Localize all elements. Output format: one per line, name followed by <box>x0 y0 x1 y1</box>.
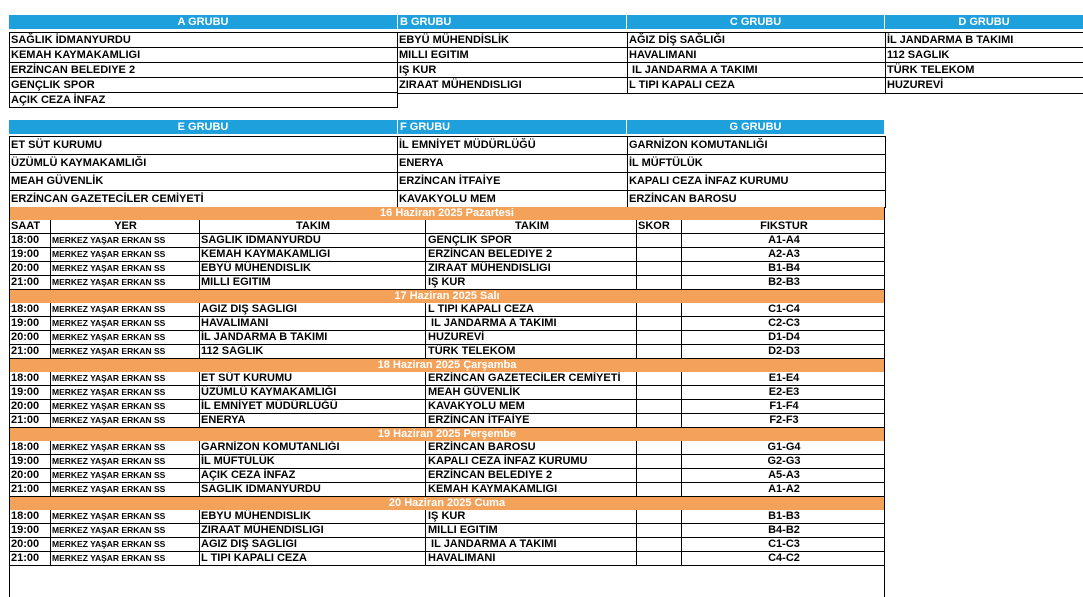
match-score <box>636 303 681 317</box>
away-team: IL JANDARMA A TAKIMI <box>425 317 636 331</box>
match-venue: MERKEZ YAŞAR ERKAN SS <box>50 455 199 469</box>
match-row <box>10 483 884 497</box>
match-row <box>10 234 884 248</box>
group-d-team: İL JANDARMA B TAKIMI <box>886 33 1083 48</box>
group-c-team: HAVALIMANI <box>628 48 885 63</box>
group-a-header: A GRUBU <box>9 15 397 29</box>
match-score <box>636 234 681 248</box>
group-f-team: İL EMNİYET MÜDÜRLÜĞÜ <box>398 137 627 155</box>
match-score <box>636 331 681 345</box>
fixture-code: B4-B2 <box>681 524 886 538</box>
group-e-team: ÜZÜMLÜ KAYMAKAMLIĞI <box>10 155 397 173</box>
schedule-column-header <box>10 220 884 234</box>
home-team: ZIRAAT MÜHENDISLIGI <box>199 524 425 538</box>
match-row <box>10 317 884 331</box>
match-score <box>636 552 681 566</box>
takim-header: TAKIM <box>199 220 425 234</box>
match-venue: MERKEZ YAŞAR ERKAN SS <box>50 303 199 317</box>
away-team: HUZUREVİ <box>425 331 636 345</box>
fixture-code: E2-E3 <box>681 386 886 400</box>
takim-header: TAKIM <box>425 220 636 234</box>
away-team: HAVALIMANI <box>425 552 636 566</box>
group-f-team: ERZİNCAN İTFAİYE <box>398 173 627 191</box>
fixture-code: D2-D3 <box>681 345 886 359</box>
match-time: 19:00 <box>11 248 40 260</box>
group-c-team: IL JANDARMA A TAKIMI <box>628 63 885 78</box>
home-team: ET SÜT KURUMU <box>199 372 425 386</box>
away-team: L TIPI KAPALI CEZA <box>425 303 636 317</box>
match-venue: MERKEZ YAŞAR ERKAN SS <box>50 510 199 524</box>
day-header: 16 Haziran 2025 Pazartesi <box>10 207 884 220</box>
away-team: ERZİNCAN BELEDIYE 2 <box>425 248 636 262</box>
fixture-code: B1-B3 <box>681 510 886 524</box>
group-a-team: SAĞLIK İDMANYURDU <box>10 33 397 48</box>
match-time: 19:00 <box>11 386 40 398</box>
fixture-code: A5-A3 <box>681 469 886 483</box>
match-row <box>10 345 884 359</box>
match-time: 18:00 <box>11 441 40 453</box>
match-row <box>10 276 884 290</box>
match-row <box>10 510 884 524</box>
match-venue: MERKEZ YAŞAR ERKAN SS <box>50 262 199 276</box>
group-e-team: MEAH GÜVENLİK <box>10 173 397 191</box>
group-g-team: İL MÜFTÜLÜK <box>628 155 885 173</box>
match-score <box>636 400 681 414</box>
group-b-header: B GRUBU <box>398 15 626 29</box>
match-score <box>636 414 681 428</box>
fikstur-header: FIKSTUR <box>681 220 886 234</box>
day-header: 18 Haziran 2025 Çarşamba <box>10 359 884 372</box>
match-time: 21:00 <box>11 414 40 426</box>
away-team: IŞ KUR <box>425 276 636 290</box>
fixture-code: F2-F3 <box>681 414 886 428</box>
away-team: KEMAH KAYMAKAMLIGI <box>425 483 636 497</box>
fixture-code: B1-B4 <box>681 262 886 276</box>
group-b-team: EBYÜ MÜHENDİSLİK <box>398 33 627 48</box>
match-venue: MERKEZ YAŞAR ERKAN SS <box>50 386 199 400</box>
home-team: AÇIK CEZA İNFAZ <box>199 469 425 483</box>
group-b-team: IŞ KUR <box>398 63 627 78</box>
home-team: AGIZ DIŞ SAGLIGI <box>199 303 425 317</box>
match-score <box>636 248 681 262</box>
fixture-code: B2-B3 <box>681 276 886 290</box>
fixture-code: F1-F4 <box>681 400 886 414</box>
match-time: 19:00 <box>11 317 40 329</box>
away-team: KAPALI CEZA İNFAZ KURUMU <box>425 455 636 469</box>
group-e-team: ERZİNCAN GAZETECİLER CEMİYETİ <box>11 193 204 205</box>
group-g-team: ERZİNCAN BAROSU <box>629 193 737 205</box>
match-time: 21:00 <box>11 345 40 357</box>
fixture-code: G2-G3 <box>681 455 886 469</box>
match-score <box>636 372 681 386</box>
group-a-team: AÇIK CEZA İNFAZ <box>11 94 106 106</box>
match-score <box>636 317 681 331</box>
fixture-code: C2-C3 <box>681 317 886 331</box>
match-score <box>636 276 681 290</box>
match-venue: MERKEZ YAŞAR ERKAN SS <box>50 414 199 428</box>
match-time: 20:00 <box>11 538 40 550</box>
away-team: KAVAKYOLU MEM <box>425 400 636 414</box>
match-venue: MERKEZ YAŞAR ERKAN SS <box>50 400 199 414</box>
match-row <box>10 400 884 414</box>
fixture-code: A2-A3 <box>681 248 886 262</box>
away-team: MILLI EGITIM <box>425 524 636 538</box>
home-team: 112 SAGLIK <box>199 345 425 359</box>
match-time: 18:00 <box>11 303 40 315</box>
group-d-header: D GRUBU <box>885 15 1083 29</box>
match-time: 21:00 <box>11 552 40 564</box>
home-team: GARNİZON KOMUTANLIĞI <box>199 441 425 455</box>
match-row <box>10 262 884 276</box>
match-venue: MERKEZ YAŞAR ERKAN SS <box>50 524 199 538</box>
group-b-team: MILLI EGITIM <box>398 48 627 63</box>
group-f-list <box>397 136 628 208</box>
match-time: 18:00 <box>11 372 40 384</box>
match-venue: MERKEZ YAŞAR ERKAN SS <box>50 345 199 359</box>
group-f-header: F GRUBU <box>398 120 626 134</box>
fixture-code: C4-C2 <box>681 552 886 566</box>
match-score <box>636 455 681 469</box>
match-time: 20:00 <box>11 469 40 481</box>
match-row <box>10 455 884 469</box>
group-f-team: ENERYA <box>398 155 627 173</box>
group-f-team: KAVAKYOLU MEM <box>399 193 496 205</box>
match-time: 20:00 <box>11 262 40 274</box>
match-row <box>10 248 884 262</box>
away-team: ERZİNCAN BAROSU <box>425 441 636 455</box>
group-g-header: G GRUBU <box>627 120 884 134</box>
match-venue: MERKEZ YAŞAR ERKAN SS <box>50 441 199 455</box>
match-row <box>10 414 884 428</box>
match-venue: MERKEZ YAŞAR ERKAN SS <box>50 483 199 497</box>
match-row <box>10 538 884 552</box>
group-a-list <box>9 32 398 108</box>
group-g-team: GARNİZON KOMUTANLIĞI <box>628 137 885 155</box>
home-team: ÜZÜMLÜ KAYMAKAMLIĞI <box>199 386 425 400</box>
skor-header: SKOR <box>636 220 681 234</box>
away-team: MEAH GÜVENLİK <box>425 386 636 400</box>
day-header: 20 Haziran 2025 Cuma <box>10 497 884 510</box>
home-team: HAVALIMANI <box>199 317 425 331</box>
group-b-team: ZIRAAT MÜHENDISLIGI <box>399 79 522 91</box>
match-venue: MERKEZ YAŞAR ERKAN SS <box>50 317 199 331</box>
home-team: İL MÜFTÜLÜK <box>199 455 425 469</box>
group-d-team: 112 SAGLIK <box>886 48 1083 63</box>
home-team: AGIZ DIŞ SAGLIGI <box>199 538 425 552</box>
match-time: 20:00 <box>11 400 40 412</box>
match-venue: MERKEZ YAŞAR ERKAN SS <box>50 248 199 262</box>
fixture-code: G1-G4 <box>681 441 886 455</box>
match-score <box>636 441 681 455</box>
away-team: IL JANDARMA A TAKIMI <box>425 538 636 552</box>
away-team: ERZİNCAN BELEDIYE 2 <box>425 469 636 483</box>
match-row <box>10 372 884 386</box>
away-team: ZIRAAT MÜHENDISLIGI <box>425 262 636 276</box>
group-a-team: KEMAH KAYMAKAMLIGI <box>10 48 397 63</box>
match-venue: MERKEZ YAŞAR ERKAN SS <box>50 469 199 483</box>
group-c-list <box>627 32 886 94</box>
match-time: 19:00 <box>11 455 40 467</box>
match-row <box>10 469 884 483</box>
group-e-list <box>9 136 398 208</box>
group-d-team: TÜRK TELEKOM <box>886 63 1083 78</box>
match-row <box>10 524 884 538</box>
match-row <box>10 441 884 455</box>
yer-header: YER <box>50 220 199 234</box>
match-score <box>636 538 681 552</box>
match-row <box>10 552 884 566</box>
group-a-team: ERZİNCAN BELEDIYE 2 <box>10 63 397 78</box>
match-time: 21:00 <box>11 276 40 288</box>
day-header: 19 Haziran 2025 Perşembe <box>10 428 884 441</box>
fixture-code: E1-E4 <box>681 372 886 386</box>
match-score <box>636 524 681 538</box>
match-time: 20:00 <box>11 331 40 343</box>
match-time: 19:00 <box>11 524 40 536</box>
group-c-team: L TIPI KAPALI CEZA <box>629 79 735 91</box>
home-team: L TIPI KAPALI CEZA <box>199 552 425 566</box>
group-d-list <box>885 32 1083 94</box>
match-venue: MERKEZ YAŞAR ERKAN SS <box>50 552 199 566</box>
match-schedule <box>9 207 885 597</box>
match-score <box>636 510 681 524</box>
group-g-list <box>627 136 886 208</box>
fixture-code: D1-D4 <box>681 331 886 345</box>
day-header: 17 Haziran 2025 Salı <box>10 290 884 303</box>
saat-header: SAAT <box>11 220 41 232</box>
match-row <box>10 331 884 345</box>
match-venue: MERKEZ YAŞAR ERKAN SS <box>50 276 199 290</box>
group-g-team: KAPALI CEZA İNFAZ KURUMU <box>628 173 885 191</box>
away-team: TÜRK TELEKOM <box>425 345 636 359</box>
home-team: İL JANDARMA B TAKIMI <box>199 331 425 345</box>
group-e-header: E GRUBU <box>9 120 397 134</box>
home-team: SAGLIK IDMANYURDU <box>199 234 425 248</box>
home-team: EBYÜ MÜHENDISLIK <box>199 262 425 276</box>
group-b-list <box>397 32 628 94</box>
fixture-code: A1-A2 <box>681 483 886 497</box>
home-team: İL EMNİYET MÜDÜRLÜĞÜ <box>199 400 425 414</box>
home-team: SAGLIK IDMANYURDU <box>199 483 425 497</box>
match-score <box>636 262 681 276</box>
away-team: IŞ KUR <box>425 510 636 524</box>
match-venue: MERKEZ YAŞAR ERKAN SS <box>50 331 199 345</box>
match-venue: MERKEZ YAŞAR ERKAN SS <box>50 372 199 386</box>
group-d-team: HUZUREVİ <box>887 79 944 91</box>
match-time: 21:00 <box>11 483 40 495</box>
group-a-team: GENÇLIK SPOR <box>10 78 397 93</box>
home-team: EBYU MÜHENDISLIK <box>199 510 425 524</box>
match-score <box>636 483 681 497</box>
away-team: ERZİNCAN GAZETECİLER CEMİYETİ <box>425 372 636 386</box>
match-score <box>636 469 681 483</box>
home-team: KEMAH KAYMAKAMLIGI <box>199 248 425 262</box>
match-venue: MERKEZ YAŞAR ERKAN SS <box>50 538 199 552</box>
match-row <box>10 303 884 317</box>
group-c-header: C GRUBU <box>627 15 884 29</box>
group-c-team: AĞIZ DİŞ SAĞLIĞI <box>628 33 885 48</box>
fixture-code: C1-C4 <box>681 303 886 317</box>
away-team: ERZİNCAN İTFAİYE <box>425 414 636 428</box>
match-venue: MERKEZ YAŞAR ERKAN SS <box>50 234 199 248</box>
match-score <box>636 386 681 400</box>
group-e-team: ET SÜT KURUMU <box>10 137 397 155</box>
fixture-code: C1-C3 <box>681 538 886 552</box>
match-row <box>10 386 884 400</box>
match-time: 18:00 <box>11 510 40 522</box>
home-team: ENERYA <box>199 414 425 428</box>
match-time: 18:00 <box>11 234 40 246</box>
away-team: GENÇLIK SPOR <box>425 234 636 248</box>
fixture-code: A1-A4 <box>681 234 886 248</box>
home-team: MILLI EGITIM <box>199 276 425 290</box>
match-score <box>636 345 681 359</box>
